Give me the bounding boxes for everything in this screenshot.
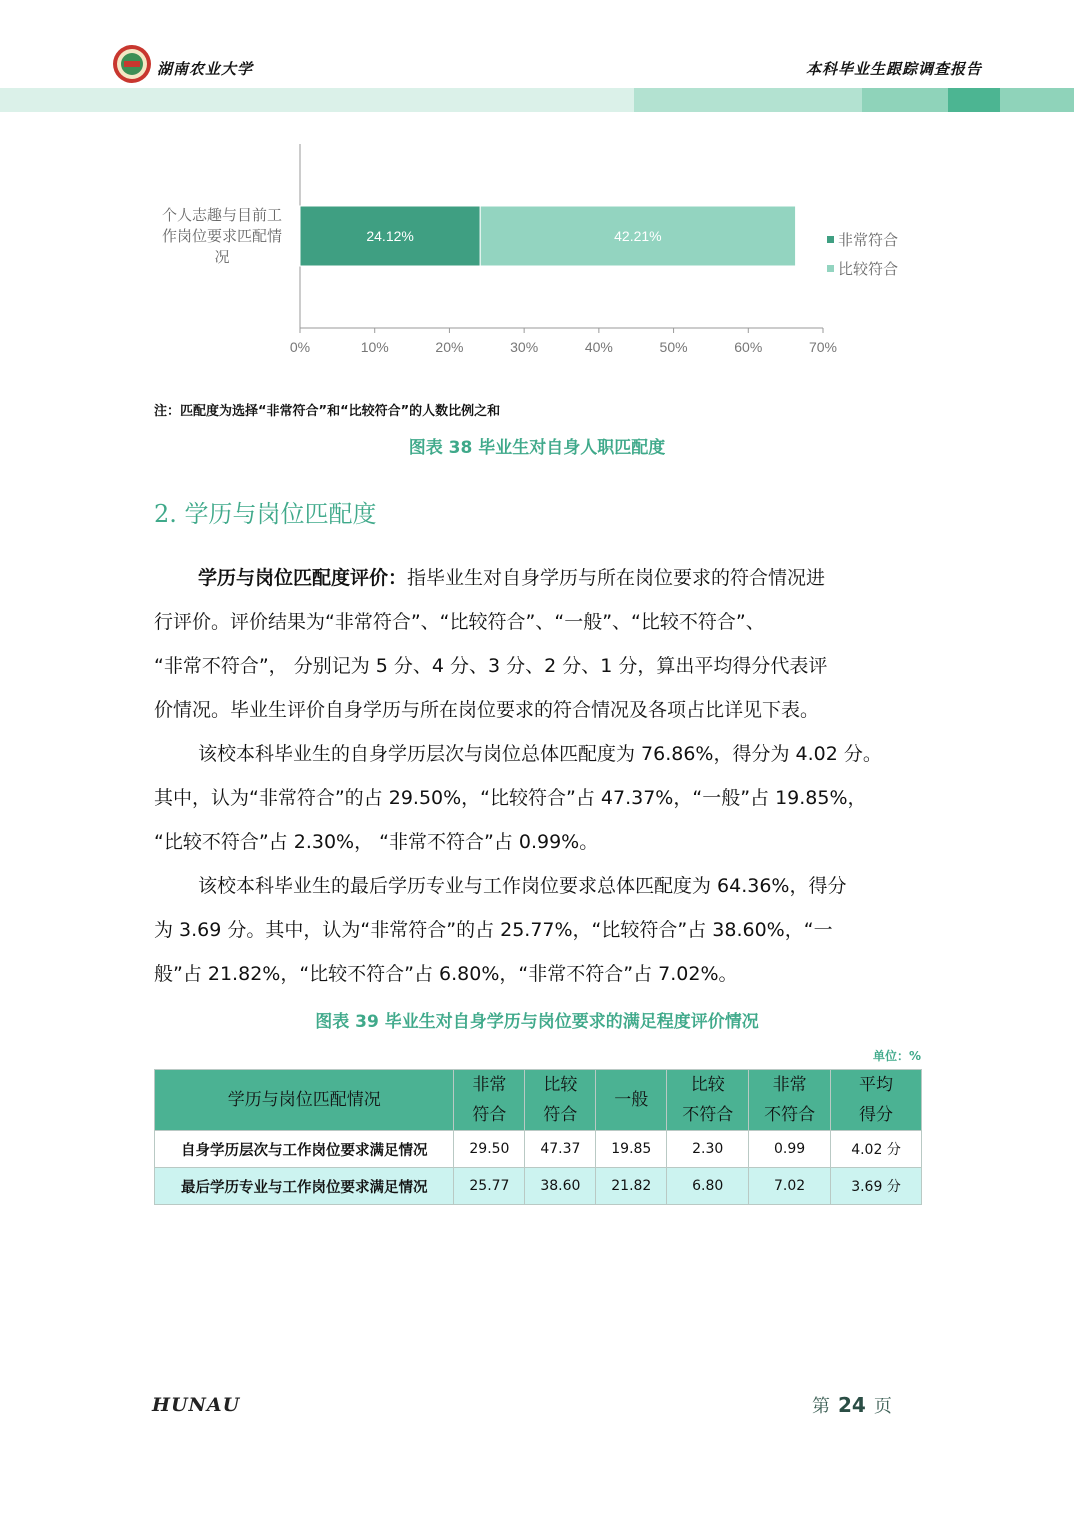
bar-value-label: 24.12%: [366, 228, 414, 244]
table-header-cell: 比较 符合: [525, 1070, 596, 1131]
legend-label: 比较符合: [838, 260, 899, 278]
paragraph-lead: 学历与岗位匹配度评价：: [198, 567, 408, 589]
table-unit: 单位：%: [872, 1049, 921, 1063]
x-tick-label: 20%: [435, 339, 464, 355]
report-title: 本科毕业生跟踪调查报告: [805, 60, 982, 78]
paragraph-line: 为 3.69 分。其中，认为“非常符合”的占 25.77%，“比较符合”占 38.60%，“一: [154, 919, 833, 941]
legend-label: 非常符合: [838, 231, 899, 249]
table-cell: 21.82: [596, 1168, 667, 1205]
table-cell: 29.50: [454, 1131, 525, 1168]
matching-table: [154, 1069, 922, 1205]
table-row: [155, 1131, 922, 1168]
paragraph-definition: [154, 556, 922, 732]
table-cell: 2.30: [667, 1131, 749, 1168]
paragraph-line: “非常不符合”， 分别记为 5 分、4 分、3 分、2 分、1 分，算出平均得分代表评: [154, 655, 828, 677]
figure-38-caption: 图表 38 毕业生对自身人职匹配度: [408, 438, 666, 458]
table-cell: 3.69 分: [831, 1168, 922, 1205]
table-header-cell: 学历与岗位匹配情况: [155, 1070, 454, 1131]
paragraph-major: [154, 864, 922, 996]
table-cell: 25.77: [454, 1168, 525, 1205]
bar-value-label: 42.21%: [614, 228, 662, 244]
table-header-cell: 非常 不符合: [749, 1070, 831, 1131]
paragraph-line: 该校本科毕业生的最后学历专业与工作岗位要求总体匹配度为 64.36%，得分: [198, 875, 847, 897]
matching-bar-chart: [140, 130, 940, 370]
paragraph-line: 指毕业生对自身学历与所在岗位要求的符合情况进: [407, 567, 826, 589]
paragraph-line: 行评价。评价结果为“非常符合”、“比较符合”、“一般”、“比较不符合”、: [154, 611, 765, 633]
legend-swatch: [827, 236, 834, 243]
footer-brand: HUNAU: [152, 1394, 241, 1416]
category-label: 作岗位要求匹配情: [161, 227, 283, 245]
x-tick-label: 40%: [584, 339, 613, 355]
table-cell: 7.02: [749, 1168, 831, 1205]
table-cell: 47.37: [525, 1131, 596, 1168]
page-prefix: 第: [812, 1396, 830, 1417]
table-header-cell: 比较 不符合: [667, 1070, 749, 1131]
x-tick-label: 60%: [734, 339, 763, 355]
x-tick-label: 70%: [808, 339, 838, 355]
header-band: [0, 88, 1074, 112]
paragraph-degree-level: [154, 732, 922, 864]
university-logo: [112, 44, 152, 84]
table-header-cell: 非常 符合: [454, 1070, 525, 1131]
table-cell: 最后学历专业与工作岗位要求满足情况: [155, 1168, 454, 1205]
table-header-cell: 一般: [596, 1070, 667, 1131]
paragraph-line: 价情况。毕业生评价自身学历与所在岗位要求的符合情况及各项占比详见下表。: [154, 699, 820, 721]
school-name: 湖南农业大学: [157, 60, 254, 78]
x-tick-label: 10%: [360, 339, 389, 355]
category-label: 个人志趣与目前工: [161, 206, 283, 224]
figure-39-caption: 图表 39 毕业生对自身学历与岗位要求的满足程度评价情况: [315, 1012, 759, 1032]
page-number: [812, 1392, 892, 1418]
table-cell: 0.99: [749, 1131, 831, 1168]
table-cell: 19.85: [596, 1131, 667, 1168]
table-cell: 自身学历层次与工作岗位要求满足情况: [155, 1131, 454, 1168]
table-cell: 4.02 分: [831, 1131, 922, 1168]
chart-note: 注：匹配度为选择“非常符合”和“比较符合”的人数比例之和: [154, 404, 501, 419]
x-tick-label: 50%: [659, 339, 688, 355]
page-number-value: 24: [838, 1393, 866, 1417]
table-header-cell: 平均 得分: [831, 1070, 922, 1131]
table-header-row: [155, 1070, 922, 1131]
table-cell: 38.60: [525, 1168, 596, 1205]
table-row: [155, 1168, 922, 1205]
section-title: 2. 学历与岗位匹配度: [154, 500, 377, 528]
x-tick-label: 30%: [510, 339, 539, 355]
page-suffix: 页: [873, 1396, 892, 1417]
paragraph-line: “比较不符合”占 2.30%， “非常不符合”占 0.99%。: [154, 831, 599, 853]
category-label: 况: [214, 248, 230, 266]
paragraph-line: 其中，认为“非常符合”的占 29.50%，“比较符合”占 47.37%，“一般”占 19.85%，: [154, 787, 867, 809]
paragraph-line: 般”占 21.82%，“比较不符合”占 6.80%，“非常不符合”占 7.02%。: [154, 963, 738, 985]
x-tick-label: 0%: [289, 339, 311, 355]
table-cell: 6.80: [667, 1168, 749, 1205]
legend-swatch: [827, 265, 834, 272]
paragraph-line: 该校本科毕业生的自身学历层次与岗位总体匹配度为 76.86%，得分为 4.02 分。: [198, 743, 882, 765]
